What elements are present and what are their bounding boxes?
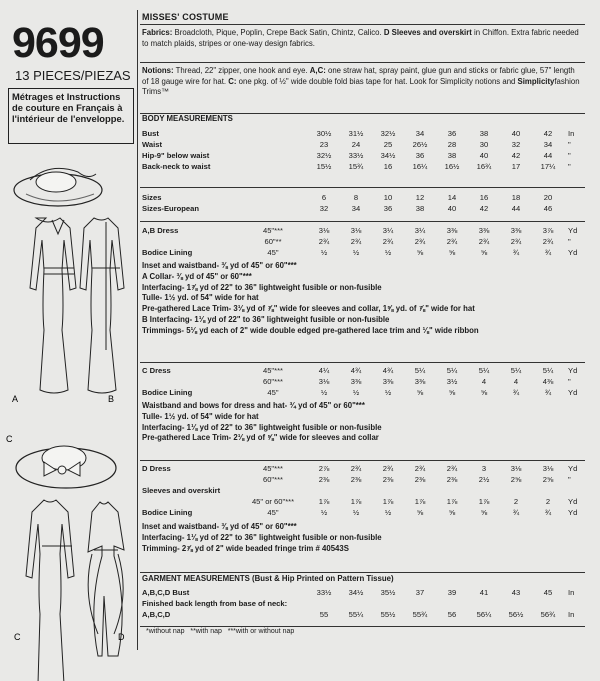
yardage-note: Inset and waistband- ⅜ yd of 45" or 60"*** [142,261,297,270]
table-cell: 5¼ [414,366,426,375]
table-cell: 8 [353,193,359,202]
garment-heading: GARMENT MEASUREMENTS (Bust & Hip Printed on Pattern Tissue) [142,574,394,583]
table-cell: 2¾ [446,237,458,246]
table-cell: 2¾ [510,237,522,246]
view-b-dress-illustration [80,218,124,393]
table-cell: 38 [415,204,425,213]
table-cell: 3⅛ [350,226,362,235]
table-cell: 4¾ [350,366,362,375]
table-cell: " [568,237,571,246]
table-cell: 2⅝ [510,475,522,484]
table-cell [142,376,238,387]
table-cell: Bodice Lining [142,508,193,517]
body-measurements-table [142,128,585,172]
table-cell: 38 [447,151,457,160]
table-cell: 31½ [348,129,364,138]
table-cell: 3⅜ [382,377,394,386]
yardage-note: Waistband and bows for dress and hat- ¾ yd of 45" or 60"*** [142,401,365,410]
table-cell: 45"*** [262,226,283,235]
table-cell: 2¾ [382,237,394,246]
table-cell: 25 [383,140,393,149]
table-cell [142,236,238,247]
table-cell: " [568,151,571,160]
yardage-note: B Interfacing- 1⅛ yd of 22" to 36" lightweight fusible or non-fusible [142,315,390,325]
table-cell: 56¾ [540,610,556,619]
yardage-row [142,485,585,496]
table-cell: Sizes [142,193,162,202]
table-cell: Hip-9" below waist [142,151,210,160]
table-cell: In [568,129,575,138]
table-cell: 14 [447,193,457,202]
table-cell: 30 [479,140,489,149]
table-cell: ½ [352,388,360,397]
table-cell: 2¾ [350,464,362,473]
table-cell: Yd [568,248,578,257]
table-cell: ¾ [544,508,552,517]
table-cell: 2¾ [478,237,490,246]
table-cell: ¾ [512,508,520,517]
garment-length-label-row [142,598,585,609]
table-cell: ⅝ [448,248,456,257]
table-cell: 60"*** [262,377,283,386]
table-cell: ⅝ [416,388,424,397]
yardage-note: Inset and waistband- ⅜ yd of 45" or 60"*** [142,522,297,531]
fabrics-text: Fabrics: Broadcloth, Pique, Poplin, Crepe Back Satin, Chintz, Calico. D Sleeves and overskirt in Chiffon. Extra fabric needed to match plaids, stripes or one-way design fabrics. [142,28,579,48]
table-cell: 55¼ [348,610,364,619]
table-cell: 5¼ [542,366,554,375]
table-cell: 2¾ [350,237,362,246]
table-cell: 32 [319,204,329,213]
table-cell: 36 [447,129,457,138]
pattern-title: MISSES' COSTUME [142,12,229,22]
sizes-table [142,192,585,214]
table-cell: 3⅛ [510,464,522,473]
table-cell: C Dress [142,366,171,375]
table-cell: Yd [568,366,578,375]
table-cell: ⅝ [448,508,456,517]
table-cell: 5¼ [478,366,490,375]
yardage-row [142,474,585,485]
table-cell: In [568,610,575,619]
table-cell: 4⅜ [542,377,554,386]
table-cell: 2⅞ [318,464,330,473]
table-cell: 32½ [380,129,396,138]
table-cell: 2 [513,497,519,506]
table-cell: " [568,162,571,171]
yardage-row [142,376,585,387]
table-cell: 3⅜ [510,226,522,235]
table-cell: 2¾ [318,237,330,246]
table-cell: A,B,C,D [142,610,171,619]
yardage-note: Pre-gathered Lace Trim- 3⅛ yd of ⅞" wide for sleeves and collar, 1⅝ yd. of ⅞" wide for hat [142,304,475,314]
table-cell: 18 [511,193,521,202]
table-cell: ½ [384,508,392,517]
table-cell [564,485,585,496]
table-cell [404,485,436,496]
table-cell: ⅝ [480,508,488,517]
view-a-hat-illustration [14,168,102,206]
table-cell: 3¼ [414,226,426,235]
table-cell: Yd [568,508,578,517]
yardage-row [142,247,585,258]
table-cell: 23 [319,140,329,149]
table-cell: " [568,140,571,149]
table-cell: 34 [351,204,361,213]
table-cell: 3½ [446,377,458,386]
table-cell: 2⅜ [382,475,394,484]
yardage-note: Interfacing- 1⅞ yd of 22" to 36" lightweight fusible or non-fusible [142,282,382,292]
table-cell: 56¼ [476,610,492,619]
table-cell: 56 [447,610,457,619]
table-cell: 1⅞ [318,497,330,506]
table-cell: 45" [267,388,279,397]
table-cell: 40 [511,129,521,138]
table-cell: ¾ [512,388,520,397]
yardage-note: Interfacing- 1⅛ yd of 22" to 36" lightweight fusible or non-fusible [142,532,382,542]
yardage-row [142,496,585,507]
table-cell: 15½ [316,162,332,171]
table-cell: 38 [479,129,489,138]
garment-table [142,587,585,620]
table-cell: Sleeves and overskirt [142,486,221,495]
pieces-count: 13 PIECES/PIEZAS [15,68,131,83]
table-cell: 44 [543,151,553,160]
table-cell: 56½ [508,610,524,619]
footnote: *without nap **with nap ***with or without nap [146,628,295,635]
table-cell: ¾ [544,388,552,397]
body-measurements-heading: BODY MEASUREMENTS [142,114,233,123]
table-cell [532,485,564,496]
body-measurement-row [142,128,585,139]
notions-text: Notions: Thread, 22" zipper, one hook and eye. A,C: one straw hat, spray paint, glue gun and sticks or fabric glue, 57" length of 18 gauge wire for hat. C: one pkg. of ½" wide double fold bias tape for hat. Look for Simplicity notions and Simplicityfashion Trims™ [142,66,580,97]
table-cell: 42 [543,129,553,138]
table-cell: 60"** [264,237,282,246]
table-cell: In [568,588,575,597]
table-cell: 26½ [412,140,428,149]
table-cell: Sizes-European [142,204,199,213]
table-cell: 33½ [316,588,332,597]
view-label-c-bottom: C [14,632,21,642]
french-note: Métrages et Instructions de couture en Français à l'intérieur de l'enveloppe. [8,88,134,144]
table-cell: 32 [511,140,521,149]
table-cell: 2⅜ [350,475,362,484]
table-cell: ¾ [512,248,520,257]
garment-illustrations [8,150,136,650]
yardage-note: Tulle- 1½ yd. of 54" wide for hat [142,411,259,421]
yardage-row [142,507,585,518]
table-cell: 42 [511,151,521,160]
table-cell: 1⅞ [414,497,426,506]
table-cell: 2⅜ [318,475,330,484]
table-cell: 2¾ [414,237,426,246]
pattern-number: 9699 [12,19,104,67]
ab-yardage-table [142,225,585,258]
table-cell: Waist [142,140,162,149]
table-cell: 5¼ [446,366,458,375]
table-cell: Finished back length from base of neck: [142,599,288,608]
table-cell: 40 [447,204,457,213]
yardage-note: Interfacing- 1⅛ yd of 22" to 36" lightweight fusible or non-fusible [142,422,382,432]
table-cell [308,485,340,496]
table-cell: 36 [415,151,425,160]
yardage-row [142,463,585,474]
yardage-row [142,365,585,376]
table-cell [564,203,585,214]
table-cell: 16 [479,193,489,202]
table-cell: Yd [568,464,578,473]
view-label-b: B [108,394,115,404]
table-cell: 16¼ [412,162,428,171]
table-cell: A,B Dress [142,226,179,235]
table-cell: 1⅞ [478,497,490,506]
table-cell: 45" [267,248,279,257]
table-cell: 3⅜ [446,226,458,235]
table-cell: 60"*** [262,475,283,484]
table-cell: 1⅞ [350,497,362,506]
yardage-note: Tulle- 1½ yd. of 54" wide for hat [142,293,259,303]
d-notes [142,522,587,554]
table-cell: 34 [543,140,553,149]
yardage-row [142,225,585,236]
table-cell: ⅝ [448,388,456,397]
garment-length-row [142,609,585,620]
table-cell: 2¾ [542,237,554,246]
table-cell: ½ [320,508,328,517]
table-cell [436,485,468,496]
table-cell: 1⅞ [446,497,458,506]
table-cell: 6 [321,193,327,202]
yardage-note: Trimmings- 5⅛ yd each of 2" wide double edged pre-gathered lace trim and ⅛" wide ribbon [142,325,479,335]
table-cell: 4 [481,377,487,386]
table-cell: Bodice Lining [142,248,193,257]
yardage-note: Trimming- 2⅞ yd of 2" wide beaded fringe trim # 40543S [142,543,349,553]
table-cell: 55¾ [412,610,428,619]
table-cell: 2⅜ [414,475,426,484]
table-cell: ½ [320,388,328,397]
table-cell: 42 [479,204,489,213]
table-cell: 34½ [380,151,396,160]
yardage-row [142,387,585,398]
c-notes [142,401,587,444]
table-cell: 2¾ [382,464,394,473]
body-measurement-row [142,150,585,161]
table-cell: 3⅛ [542,464,554,473]
table-cell: ⅝ [480,388,488,397]
table-cell: 17 [511,162,521,171]
garment-bust-row [142,587,585,598]
table-cell [372,485,404,496]
table-cell: " [568,377,571,386]
table-cell: 3⅛ [318,226,330,235]
table-cell: 16½ [444,162,460,171]
table-cell: A,B,C,D Bust [142,588,190,597]
view-c-hat-illustration [16,446,116,488]
table-cell: 4 [513,377,519,386]
table-cell: 37 [415,588,425,597]
table-cell: 55½ [380,610,396,619]
table-cell: 40 [479,151,489,160]
table-cell: 46 [543,204,553,213]
table-cell: 45"*** [262,464,283,473]
table-cell: 3⅜ [478,226,490,235]
table-cell: 41 [479,588,489,597]
table-cell: 12 [415,193,425,202]
view-a-dress-illustration [30,218,76,393]
table-cell: 55 [319,610,329,619]
table-cell: 10 [383,193,393,202]
table-cell: 43 [511,588,521,597]
table-cell: ¾ [544,248,552,257]
body-measurement-row [142,161,585,172]
table-cell: 2⅜ [446,475,458,484]
sizes-row [142,192,585,203]
yardage-note: A Collar- ⅜ yd of 45" or 60"*** [142,271,252,281]
table-cell: Yd [568,388,578,397]
table-cell: 24 [351,140,361,149]
c-yardage-table [142,365,585,398]
table-cell: " [568,475,571,484]
table-cell: ½ [320,248,328,257]
table-cell: Yd [568,226,578,235]
sizes-european-row [142,203,585,214]
table-cell: ⅝ [480,248,488,257]
table-cell: 35½ [380,588,396,597]
table-cell: 44 [511,204,521,213]
view-c-dress-illustration [26,500,74,681]
table-cell: Bodice Lining [142,388,193,397]
table-cell: ½ [352,508,360,517]
table-cell: 17¼ [540,162,556,171]
table-cell [500,485,532,496]
table-cell: Yd [568,497,578,506]
view-label-c: C [6,434,13,444]
table-cell: 3 [481,464,487,473]
table-cell: 28 [447,140,457,149]
table-cell: 4¼ [318,366,330,375]
table-cell: 2¾ [446,464,458,473]
table-cell: 2⅝ [542,475,554,484]
table-cell [238,485,308,496]
table-cell: 45" or 60"*** [251,497,295,506]
table-cell: ½ [384,388,392,397]
table-cell: 2½ [478,475,490,484]
table-cell: 2¾ [414,464,426,473]
table-cell: 5¼ [510,366,522,375]
table-cell: 15¾ [348,162,364,171]
table-cell: 16 [383,162,393,171]
table-cell: 34½ [348,588,364,597]
table-cell [340,485,372,496]
table-cell: 36 [383,204,393,213]
ab-notes [142,261,587,337]
table-cell: 3⅞ [542,226,554,235]
table-cell: ½ [384,248,392,257]
table-cell [468,485,500,496]
body-measurement-row [142,139,585,150]
table-cell: 3⅜ [414,377,426,386]
yardage-row [142,236,585,247]
table-cell: ⅝ [416,508,424,517]
table-cell: Back-neck to waist [142,162,211,171]
table-cell: 33½ [348,151,364,160]
view-label-a: A [12,394,19,404]
table-cell: D Dress [142,464,171,473]
table-cell: ½ [352,248,360,257]
table-cell: 45" [267,508,279,517]
table-cell: 3¼ [382,226,394,235]
table-cell [564,192,585,203]
table-cell [142,474,238,485]
table-cell: 20 [543,193,553,202]
table-cell: 16¾ [476,162,492,171]
table-cell: 4¾ [382,366,394,375]
table-cell: 3⅛ [318,377,330,386]
d-yardage-table [142,463,585,518]
table-cell: 1⅞ [382,497,394,506]
table-cell: 30½ [316,129,332,138]
table-cell: 39 [447,588,457,597]
table-cell: 3⅜ [350,377,362,386]
table-cell: 34 [415,129,425,138]
table-cell: 32½ [316,151,332,160]
table-cell: ⅝ [416,248,424,257]
table-cell [142,496,238,507]
table-cell: Bust [142,129,159,138]
table-cell: 45"*** [262,366,283,375]
table-cell: 45 [543,588,553,597]
table-cell: 2 [545,497,551,506]
view-label-d: D [118,632,125,642]
yardage-note: Pre-gathered Lace Trim- 2⅛ yd of ⅝" wide for sleeves and collar [142,433,379,443]
